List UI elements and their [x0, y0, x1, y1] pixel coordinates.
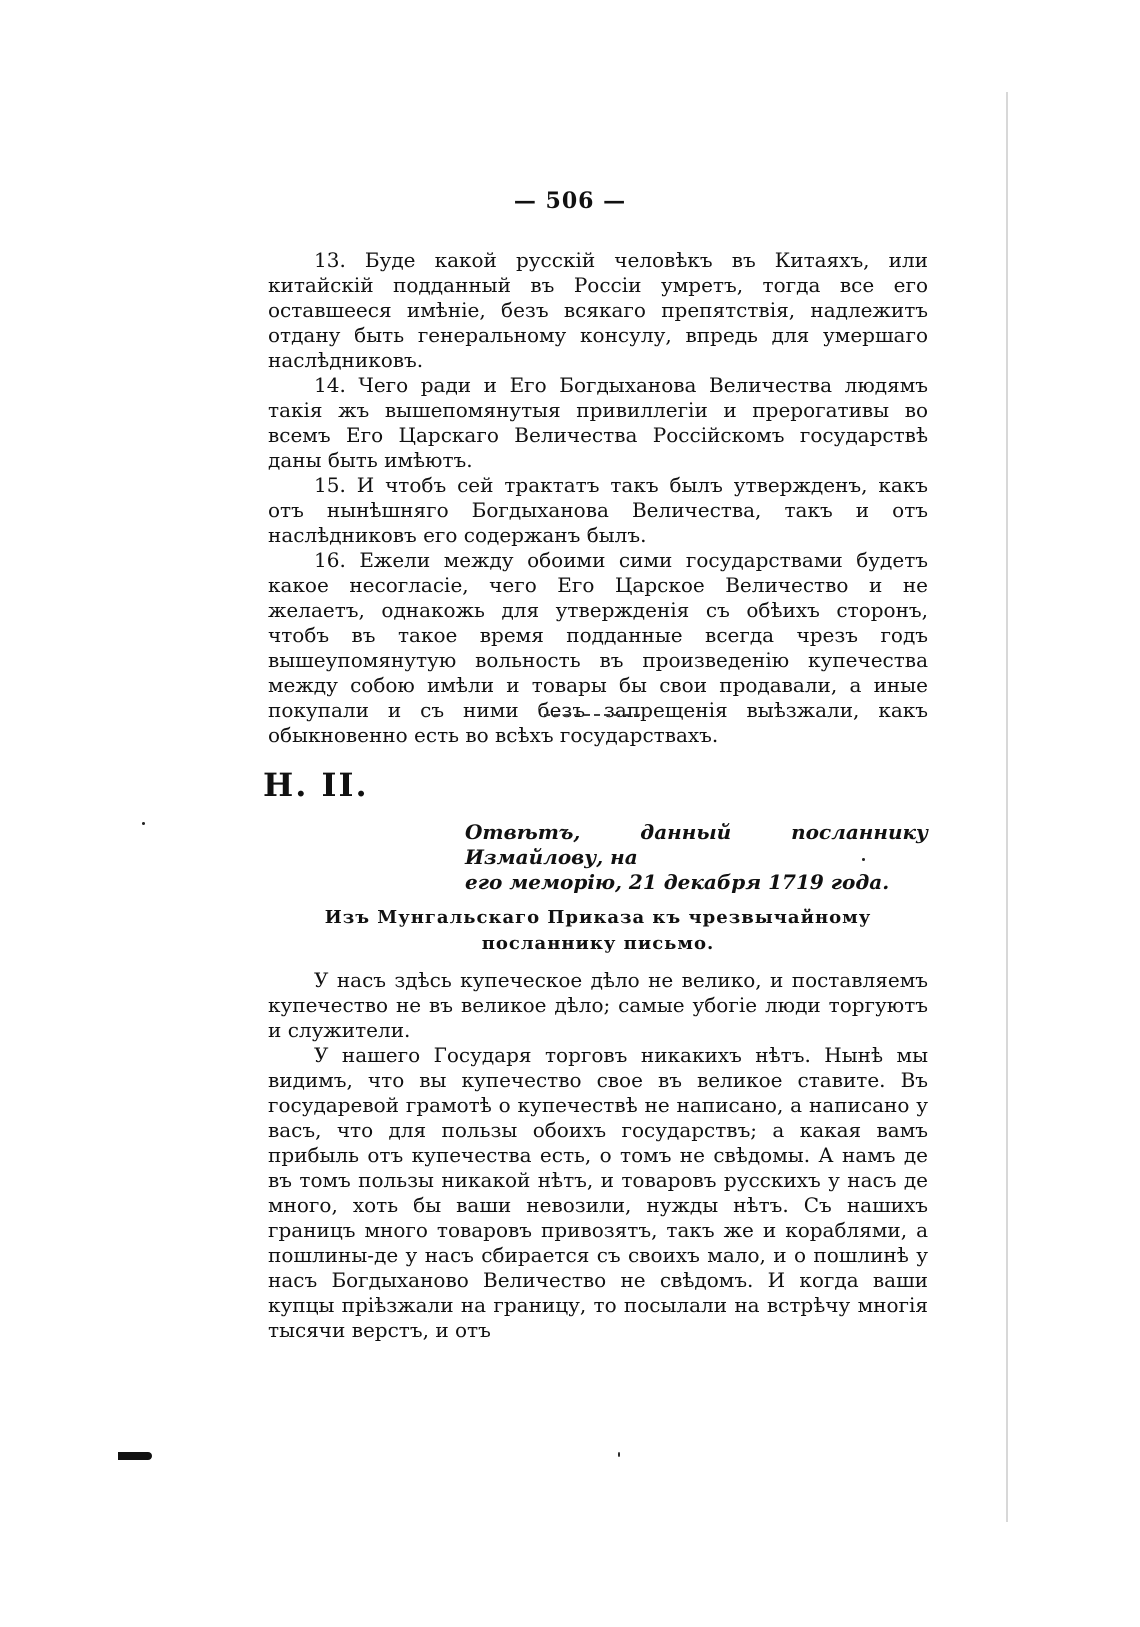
page-number: — 506 —: [513, 188, 627, 214]
treaty-articles: [268, 248, 928, 748]
letter-paragraph-2: У нашего Государя торговъ никакихъ нѣтъ. Нынѣ мы видимъ, что вы купечество свое въ великое ставите. Въ государевой грамотѣ о купечествѣ не написано, а написано у васъ, что для пользы обоихъ государствъ; а какая вамъ прибыль отъ купечества есть, о томъ не свѣдомы. А намъ де въ томъ пользы никакой нѣтъ, и товаровъ русскихъ у насъ де много, хоть бы ваши невозили, нужды нѣтъ. Съ нашихъ границъ много товаровъ привозятъ, такъ же и кораблями, а пошлины-де у насъ сбирается съ своихъ мало, и о пошлинѣ у насъ Богдыханово Величество не свѣдомъ. И когда ваши купцы пріѣзжали на границу, то посылали на встрѣчу многія тысячи верстъ, и отъ: [268, 1043, 928, 1342]
scan-edge-mark: [118, 1452, 152, 1460]
article-15: 15. И чтобъ сей трактатъ такъ былъ утвержденъ, какъ отъ нынѣшняго Богдыханова Величества, такъ и отъ наслѣдниковъ его содержанъ былъ.: [268, 473, 928, 547]
scan-speck: [862, 858, 865, 861]
document-caption: [465, 820, 928, 895]
letter-paragraph-1: У насъ здѣсь купеческое дѣло не велико, и поставляемъ купечество не въ великое дѣло; самые убогіе люди торгуютъ и служители.: [268, 968, 928, 1042]
section-heading: Н. II.: [263, 766, 369, 804]
caption-line-2: его меморію, 21 декабря 1719 года.: [465, 870, 890, 894]
article-13: 13. Буде какой русскій человѣкъ въ Китаяхъ, или китайскій подданный въ Россіи умретъ, тогда все его оставшееся имѣніе, безъ всякаго препятствія, надлежитъ отдану быть генеральному консулу, впредь для умершаго наслѣдниковъ.: [268, 248, 928, 372]
letter-heading: Изъ Мунгальскаго Приказа къ чрезвычайному посланнику письмо.: [324, 907, 872, 954]
article-14: 14. Чего ради и Его Богдыханова Величества людямъ такія жъ вышепомянутыя привиллегіи и прерогативы во всемъ Его Царскаго Величества Россійскомъ государствѣ даны быть имѣютъ.: [268, 373, 928, 472]
scan-edge-line: [1006, 92, 1008, 1522]
section-separator: [544, 714, 640, 716]
letter-body: [268, 968, 928, 1343]
scan-speck: [618, 1452, 620, 1457]
caption-line-1: Отвѣтъ, данный посланнику Измайлову, на: [465, 820, 928, 869]
article-16: 16. Ежели между обоими сими государствами будетъ какое несогласіе, чего Его Царское Величество и не желаетъ, однакожь для утвержденія съ обѣихъ сторонъ, чтобъ въ такое время подданные всегда чрезъ годъ вышеупомянутую вольность въ произведенію купечества между собою имѣли и товары бы свои продавали, а иные покупали и съ ними безъ запрещенія выѣзжали, какъ обыкновенно есть во всѣхъ государствахъ.: [268, 548, 928, 747]
scan-speck: [142, 822, 145, 825]
